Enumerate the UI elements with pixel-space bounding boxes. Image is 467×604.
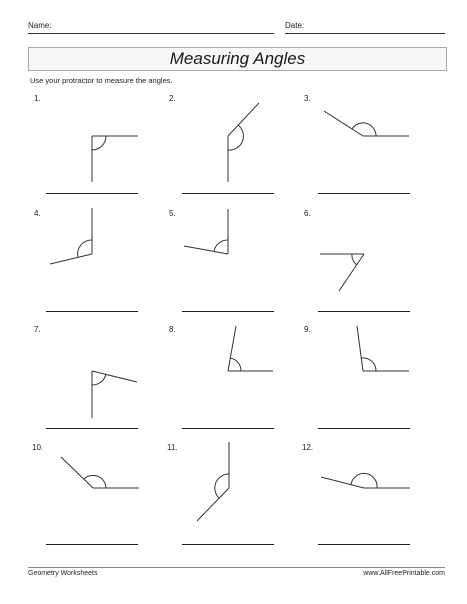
- answer-line[interactable]: [318, 193, 410, 194]
- angle-figure-8: [228, 326, 273, 371]
- problem-number: 7.: [34, 325, 41, 334]
- angle-figure-9: [357, 326, 409, 371]
- problem-number: 4.: [34, 209, 41, 218]
- answer-line[interactable]: [318, 428, 410, 429]
- angle-figure-6: [320, 254, 364, 291]
- problem-number: 12.: [302, 443, 314, 452]
- problem-number: 2.: [169, 94, 176, 103]
- problem-number: 3.: [304, 94, 311, 103]
- problem-number: 10.: [32, 443, 44, 452]
- angle-figure-3: [324, 111, 409, 136]
- angle-figure-2: [228, 103, 259, 182]
- answer-line[interactable]: [318, 311, 410, 312]
- date-label: Date:: [285, 21, 305, 30]
- answer-line[interactable]: [182, 193, 274, 194]
- angle-figure-1: [92, 136, 138, 182]
- angle-figure-4: [50, 208, 92, 264]
- problem-number: 1.: [34, 94, 41, 103]
- name-label: Name:: [28, 21, 52, 30]
- answer-line[interactable]: [182, 544, 274, 545]
- problem-number: 8.: [169, 325, 176, 334]
- angle-figure-11: [197, 442, 229, 521]
- angle-figure-5: [184, 209, 228, 254]
- answer-line[interactable]: [182, 428, 274, 429]
- answer-line[interactable]: [46, 311, 138, 312]
- problem-number: 9.: [304, 325, 311, 334]
- answer-line[interactable]: [46, 193, 138, 194]
- answer-line[interactable]: [46, 428, 138, 429]
- footer-right: www.AllFreePrintable.com: [363, 570, 445, 577]
- angle-figure-7: [92, 371, 137, 418]
- problem-number: 5.: [169, 209, 176, 218]
- answer-line[interactable]: [318, 544, 410, 545]
- answer-line[interactable]: [46, 544, 138, 545]
- angle-figure-10: [61, 457, 139, 488]
- instructions: Use your protractor to measure the angles.: [30, 76, 173, 85]
- page-title: Measuring Angles: [169, 49, 306, 68]
- problem-number: 6.: [304, 209, 311, 218]
- angle-figure-12: [321, 473, 410, 488]
- footer-rule: [28, 567, 445, 568]
- answer-line[interactable]: [182, 311, 274, 312]
- problem-number: 11.: [167, 443, 178, 452]
- footer-left: Geometry Worksheets: [28, 570, 98, 577]
